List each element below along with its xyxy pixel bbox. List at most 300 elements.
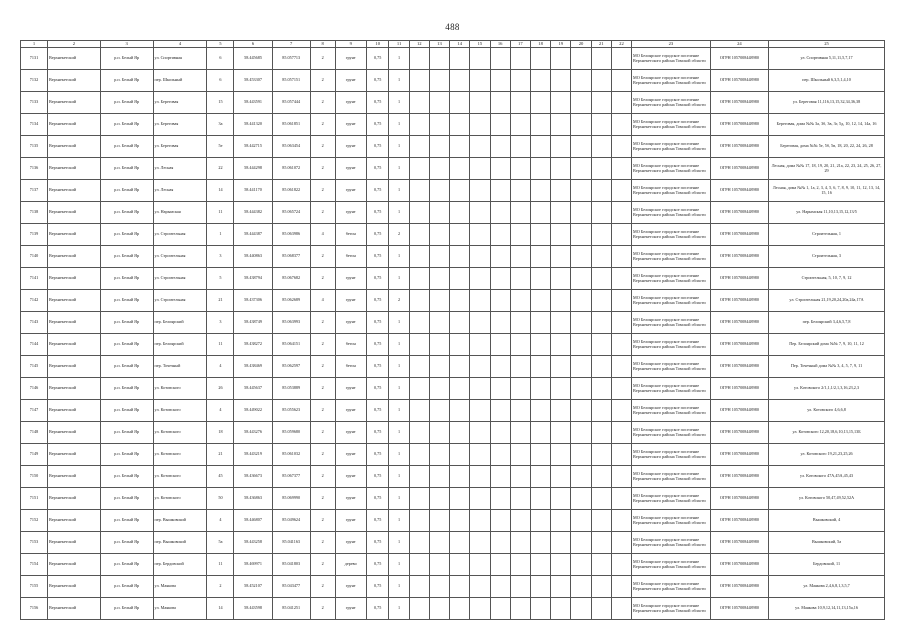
table-cell: ул. Спортивная 5,11,11,5,7,17	[769, 48, 885, 70]
table-cell	[409, 224, 429, 246]
table-cell: 2	[310, 356, 335, 378]
table-cell: 85.049624	[272, 510, 310, 532]
table-cell	[571, 466, 591, 488]
table-cell: 58.445637	[234, 378, 272, 400]
table-cell: 1	[389, 70, 409, 92]
table-cell	[450, 202, 470, 224]
table-cell	[450, 114, 470, 136]
table-cell	[470, 70, 490, 92]
table-cell: пер. Школьный	[153, 70, 207, 92]
table-cell	[551, 466, 571, 488]
table-cell: 7156	[21, 598, 48, 620]
table-cell	[510, 180, 530, 202]
table-cell: 58.443258	[234, 532, 272, 554]
table-cell	[591, 92, 611, 114]
table-cell: МО Белоярское городское поселение Верхнекетского района Томской области	[632, 378, 711, 400]
table-cell	[571, 92, 591, 114]
column-number: 19	[551, 41, 571, 48]
table-cell	[551, 532, 571, 554]
table-cell: р.п. Белый Яр	[100, 70, 153, 92]
table-cell: Верхнекетский	[47, 576, 100, 598]
table-row	[21, 466, 885, 488]
table-cell: 2	[389, 224, 409, 246]
table-cell: 2	[310, 334, 335, 356]
table-cell: 11	[207, 554, 234, 576]
table-row	[21, 532, 885, 554]
table-cell: грунт	[335, 48, 366, 70]
table-cell: 58.441320	[234, 114, 272, 136]
table-cell: ул. Нарымская	[153, 202, 207, 224]
table-cell	[571, 224, 591, 246]
table-row	[21, 290, 885, 312]
table-cell: ОГРН 1057008448980	[710, 92, 768, 114]
table-cell	[470, 598, 490, 620]
table-cell	[611, 246, 631, 268]
table-row	[21, 444, 885, 466]
table-row	[21, 510, 885, 532]
table-cell: 0,75	[366, 554, 388, 576]
table-cell: ул. Береговая	[153, 136, 207, 158]
table-cell: 58.452107	[234, 576, 272, 598]
table-cell	[470, 576, 490, 598]
table-cell: р.п. Белый Яр	[100, 400, 153, 422]
table-cell	[510, 92, 530, 114]
table-cell: Верхнекетский	[47, 444, 100, 466]
table-cell: Верхнекетский	[47, 136, 100, 158]
table-cell	[470, 554, 490, 576]
table-cell	[530, 268, 550, 290]
table-cell: ОГРН 1057008448980	[710, 70, 768, 92]
table-cell	[611, 532, 631, 554]
table-cell	[409, 268, 429, 290]
table-cell	[530, 114, 550, 136]
table-cell	[470, 268, 490, 290]
column-number: 22	[611, 41, 631, 48]
table-cell	[510, 378, 530, 400]
table-cell	[591, 224, 611, 246]
table-cell: 7139	[21, 224, 48, 246]
table-cell: 58.436673	[234, 466, 272, 488]
table-cell: 0,75	[366, 158, 388, 180]
table-cell: 3а	[207, 114, 234, 136]
table-cell: 0,75	[366, 70, 388, 92]
table-cell	[591, 70, 611, 92]
table-cell	[470, 246, 490, 268]
column-number: 23	[632, 41, 711, 48]
table-cell: 0,75	[366, 246, 388, 268]
table-cell	[409, 466, 429, 488]
table-cell: грунт	[335, 444, 366, 466]
column-number: 2	[47, 41, 100, 48]
table-cell: Верхнекетский	[47, 488, 100, 510]
table-cell: Лесная, дома №№ 17, 18, 19, 20, 21, 21а, 22, 23, 24, 25, 26, 27, 29	[769, 158, 885, 180]
table-cell	[490, 334, 510, 356]
table-cell: Верхнекетский	[47, 554, 100, 576]
table-cell: 58.438794	[234, 268, 272, 290]
table-cell	[510, 136, 530, 158]
table-cell: 1	[389, 422, 409, 444]
table-cell	[490, 532, 510, 554]
table-cell: 2	[310, 510, 335, 532]
table-cell: МО Белоярское городское поселение Верхнекетского района Томской области	[632, 576, 711, 598]
table-row	[21, 378, 885, 400]
table-cell: р.п. Белый Яр	[100, 532, 153, 554]
table-cell	[409, 290, 429, 312]
table-row	[21, 312, 885, 334]
table-cell: МО Белоярское городское поселение Верхнекетского района Томской области	[632, 136, 711, 158]
table-cell: 0,75	[366, 92, 388, 114]
table-cell: МО Белоярское городское поселение Верхнекетского района Томской области	[632, 158, 711, 180]
table-cell	[571, 202, 591, 224]
table-cell	[530, 180, 550, 202]
table-cell	[490, 576, 510, 598]
table-cell: 7154	[21, 554, 48, 576]
table-cell: 1	[389, 114, 409, 136]
table-cell	[551, 400, 571, 422]
table-cell	[611, 224, 631, 246]
table-cell: 7133	[21, 92, 48, 114]
table-cell	[571, 334, 591, 356]
table-cell	[490, 70, 510, 92]
table-cell	[571, 400, 591, 422]
table-cell	[490, 246, 510, 268]
table-cell: МО Белоярское городское поселение Верхнекетского района Томской области	[632, 290, 711, 312]
table-cell	[450, 378, 470, 400]
column-number: 12	[409, 41, 429, 48]
table-cell: 85.065724	[272, 202, 310, 224]
table-cell: 85.043477	[272, 576, 310, 598]
table-row	[21, 224, 885, 246]
table-cell: 7149	[21, 444, 48, 466]
table-cell: МО Белоярское городское поселение Верхнекетского района Томской области	[632, 224, 711, 246]
table-cell	[510, 356, 530, 378]
table-cell	[611, 202, 631, 224]
table-cell: Пер. Белоярский дома №№ 7, 9, 10, 11, 12	[769, 334, 885, 356]
table-cell: Верхнекетский	[47, 158, 100, 180]
table-cell	[551, 290, 571, 312]
table-cell	[551, 202, 571, 224]
table-cell	[551, 444, 571, 466]
table-cell	[551, 576, 571, 598]
table-cell	[409, 202, 429, 224]
table-cell: ул. Маякова	[153, 598, 207, 620]
table-cell: Лесная, дома №№ 1, 1а, 2, 3, 4, 5, 6, 7, 8, 9, 10, 11, 12, 13, 14, 15, 16	[769, 180, 885, 202]
table-cell: ул. Маякова 2,4,6,8,1,3,5,7	[769, 576, 885, 598]
table-cell: 4	[310, 224, 335, 246]
table-cell: 2	[389, 290, 409, 312]
table-cell: грунт	[335, 400, 366, 422]
table-cell	[551, 356, 571, 378]
table-cell: ул. Строительная 21,19,20,24,20а,24а,17А	[769, 290, 885, 312]
table-cell	[551, 422, 571, 444]
table-cell: Верхнекетский	[47, 532, 100, 554]
table-cell: ул. Нарымская 11,10,13,15,12,13/5	[769, 202, 885, 224]
table-cell: 2	[310, 422, 335, 444]
table-cell	[450, 598, 470, 620]
table-cell: ОГРН 1057008448980	[710, 598, 768, 620]
table-cell	[429, 510, 449, 532]
table-cell: пер. Вышковский	[153, 532, 207, 554]
table-cell	[490, 136, 510, 158]
table-cell: 21	[207, 444, 234, 466]
table-cell: 0,75	[366, 334, 388, 356]
table-cell	[591, 422, 611, 444]
table-cell	[429, 466, 449, 488]
table-cell	[450, 422, 470, 444]
table-cell: бетон	[335, 246, 366, 268]
table-cell	[429, 598, 449, 620]
table-cell: 85.062597	[272, 356, 310, 378]
table-cell	[409, 554, 429, 576]
table-cell: 85.061851	[272, 114, 310, 136]
table-cell: 1	[389, 598, 409, 620]
table-cell	[611, 554, 631, 576]
table-cell: 26	[207, 378, 234, 400]
table-cell: 58.438749	[234, 312, 272, 334]
table-cell: 0,75	[366, 224, 388, 246]
table-cell: 6	[207, 48, 234, 70]
table-cell	[591, 554, 611, 576]
table-cell	[510, 422, 530, 444]
table-cell: 0,75	[366, 466, 388, 488]
table-cell	[591, 114, 611, 136]
table-cell: 1	[389, 466, 409, 488]
table-cell	[551, 70, 571, 92]
table-cell: Верхнекетский	[47, 400, 100, 422]
table-cell: 58.449022	[234, 400, 272, 422]
table-cell: 58.445685	[234, 48, 272, 70]
table-cell: 85.041251	[272, 598, 310, 620]
table-cell	[409, 158, 429, 180]
table-cell: р.п. Белый Яр	[100, 48, 153, 70]
table-cell: 15	[207, 92, 234, 114]
table-cell: 1	[389, 180, 409, 202]
table-cell: пер. Вышковский	[153, 510, 207, 532]
table-cell: грунт	[335, 510, 366, 532]
table-cell: р.п. Белый Яр	[100, 356, 153, 378]
table-cell	[530, 488, 550, 510]
table-cell	[551, 334, 571, 356]
table-cell	[591, 48, 611, 70]
table-cell	[470, 114, 490, 136]
table-cell: 2	[310, 114, 335, 136]
table-cell	[530, 334, 550, 356]
table-cell: 0,75	[366, 422, 388, 444]
table-cell: 58.453307	[234, 70, 272, 92]
table-cell	[571, 510, 591, 532]
table-cell: 5а	[207, 532, 234, 554]
table-cell: 85.067682	[272, 268, 310, 290]
table-cell	[591, 202, 611, 224]
table-cell	[450, 246, 470, 268]
table-cell: 85.041803	[272, 554, 310, 576]
table-cell	[429, 114, 449, 136]
table-row	[21, 334, 885, 356]
table-cell	[490, 290, 510, 312]
table-cell: ОГРН 1057008448980	[710, 422, 768, 444]
table-cell: 50	[207, 488, 234, 510]
table-cell: 85.062689	[272, 290, 310, 312]
table-cell: Береговая, дома №№ 3а, 3б, 3в, 3г, 5д, 10, 12, 14, 14а, 16	[769, 114, 885, 136]
table-cell	[490, 114, 510, 136]
table-cell	[490, 400, 510, 422]
table-cell: р.п. Белый Яр	[100, 312, 153, 334]
table-cell: МО Белоярское городское поселение Верхнекетского района Томской области	[632, 92, 711, 114]
table-cell	[470, 510, 490, 532]
table-cell: 7137	[21, 180, 48, 202]
table-cell	[611, 510, 631, 532]
table-cell	[429, 70, 449, 92]
column-number: 1	[21, 41, 48, 48]
table-cell: 2	[310, 488, 335, 510]
table-cell	[429, 312, 449, 334]
table-cell: МО Белоярское городское поселение Верхнекетского района Томской области	[632, 422, 711, 444]
column-number: 14	[450, 41, 470, 48]
table-cell: ул. Спортивная	[153, 48, 207, 70]
table-row	[21, 400, 885, 422]
table-cell: ул. Котовского 4,6,6,8	[769, 400, 885, 422]
table-cell: грунт	[335, 92, 366, 114]
table-cell	[470, 422, 490, 444]
table-cell	[429, 48, 449, 70]
table-cell: Строительная, 5, 10, 7, 9, 12	[769, 268, 885, 290]
table-cell: 2	[310, 268, 335, 290]
table-cell	[470, 400, 490, 422]
table-cell	[510, 268, 530, 290]
table-cell	[510, 510, 530, 532]
table-cell: 1	[389, 554, 409, 576]
table-cell	[591, 532, 611, 554]
table-cell: 1	[389, 92, 409, 114]
table-cell	[450, 70, 470, 92]
table-cell: 7146	[21, 378, 48, 400]
table-cell: 45	[207, 466, 234, 488]
table-cell	[450, 488, 470, 510]
table-cell: дерево	[335, 554, 366, 576]
table-cell: 85.063454	[272, 136, 310, 158]
table-cell: грунт	[335, 378, 366, 400]
table-cell: 7131	[21, 48, 48, 70]
table-cell: ул. Береговая	[153, 92, 207, 114]
table-cell: Строительная, 1	[769, 224, 885, 246]
table-cell: 2	[310, 180, 335, 202]
table-cell	[490, 510, 510, 532]
table-cell: 7140	[21, 246, 48, 268]
table-cell: Верхнекетский	[47, 422, 100, 444]
table-cell: 58.438272	[234, 334, 272, 356]
table-cell: 2	[310, 158, 335, 180]
table-cell: 1	[389, 488, 409, 510]
table-cell: 1	[389, 400, 409, 422]
table-cell: грунт	[335, 422, 366, 444]
table-cell: МО Белоярское городское поселение Верхнекетского района Томской области	[632, 532, 711, 554]
table-row	[21, 136, 885, 158]
table-cell: 2	[310, 576, 335, 598]
table-cell: 7155	[21, 576, 48, 598]
table-cell	[450, 180, 470, 202]
table-cell	[551, 312, 571, 334]
table-cell: ул. Котовского	[153, 378, 207, 400]
table-cell	[470, 334, 490, 356]
table-cell: МО Белоярское городское поселение Верхнекетского района Томской области	[632, 334, 711, 356]
table-cell: 4	[207, 510, 234, 532]
table-cell	[409, 334, 429, 356]
table-cell	[409, 136, 429, 158]
table-row	[21, 158, 885, 180]
table-cell	[611, 444, 631, 466]
table-cell: 58.441170	[234, 180, 272, 202]
table-cell: ул. Строительная	[153, 246, 207, 268]
table-cell: 85.061072	[272, 158, 310, 180]
table-cell: ул. Маякова 10,9,12,14,11,13,15а,16	[769, 598, 885, 620]
table-cell: 0,75	[366, 378, 388, 400]
table-cell: 0,75	[366, 356, 388, 378]
table-cell: 1	[207, 224, 234, 246]
table-cell: 1	[389, 246, 409, 268]
table-cell	[591, 400, 611, 422]
table-cell: ул. Строительная	[153, 268, 207, 290]
table-cell	[530, 70, 550, 92]
table-cell	[409, 356, 429, 378]
table-cell	[409, 444, 429, 466]
table-cell: 7147	[21, 400, 48, 422]
table-cell: ОГРН 1057008448980	[710, 444, 768, 466]
table-cell: 2	[310, 598, 335, 620]
table-cell	[591, 136, 611, 158]
table-cell: 1	[389, 268, 409, 290]
table-cell: ул. Береговая 11,116,13,15,32,34,36,38	[769, 92, 885, 114]
table-cell	[551, 136, 571, 158]
table-cell: пер. Белоярский	[153, 312, 207, 334]
table-cell	[490, 268, 510, 290]
table-cell: 7151	[21, 488, 48, 510]
table-cell	[409, 246, 429, 268]
table-cell	[470, 444, 490, 466]
table-cell	[611, 114, 631, 136]
table-cell	[591, 312, 611, 334]
column-number: 6	[234, 41, 272, 48]
table-cell	[591, 334, 611, 356]
table-cell: 0,75	[366, 180, 388, 202]
table-cell: 1	[389, 158, 409, 180]
table-cell: Верхнекетский	[47, 290, 100, 312]
table-cell: ул. Котовского 19,21,23,25,26	[769, 444, 885, 466]
table-cell	[429, 224, 449, 246]
table-cell	[409, 92, 429, 114]
table-cell	[591, 488, 611, 510]
table-cell: 11	[207, 202, 234, 224]
table-cell	[591, 576, 611, 598]
table-cell	[409, 48, 429, 70]
table-cell	[591, 598, 611, 620]
table-cell: 1	[389, 136, 409, 158]
table-cell: ОГРН 1057008448980	[710, 466, 768, 488]
table-cell: Верхнекетский	[47, 334, 100, 356]
table-cell: 4	[310, 290, 335, 312]
table-cell: МО Белоярское городское поселение Верхнекетского района Томской области	[632, 70, 711, 92]
table-cell	[429, 576, 449, 598]
table-cell: ул. Котовского 2/1,1,1/2,1,3,16,23,2,3	[769, 378, 885, 400]
table-cell: грунт	[335, 268, 366, 290]
table-cell	[510, 290, 530, 312]
table-cell	[611, 422, 631, 444]
table-cell	[490, 356, 510, 378]
table-cell: 58.443591	[234, 92, 272, 114]
table-cell: 85.063993	[272, 312, 310, 334]
table-cell	[450, 356, 470, 378]
table-cell: ОГРН 1057008448980	[710, 114, 768, 136]
table-cell	[591, 510, 611, 532]
